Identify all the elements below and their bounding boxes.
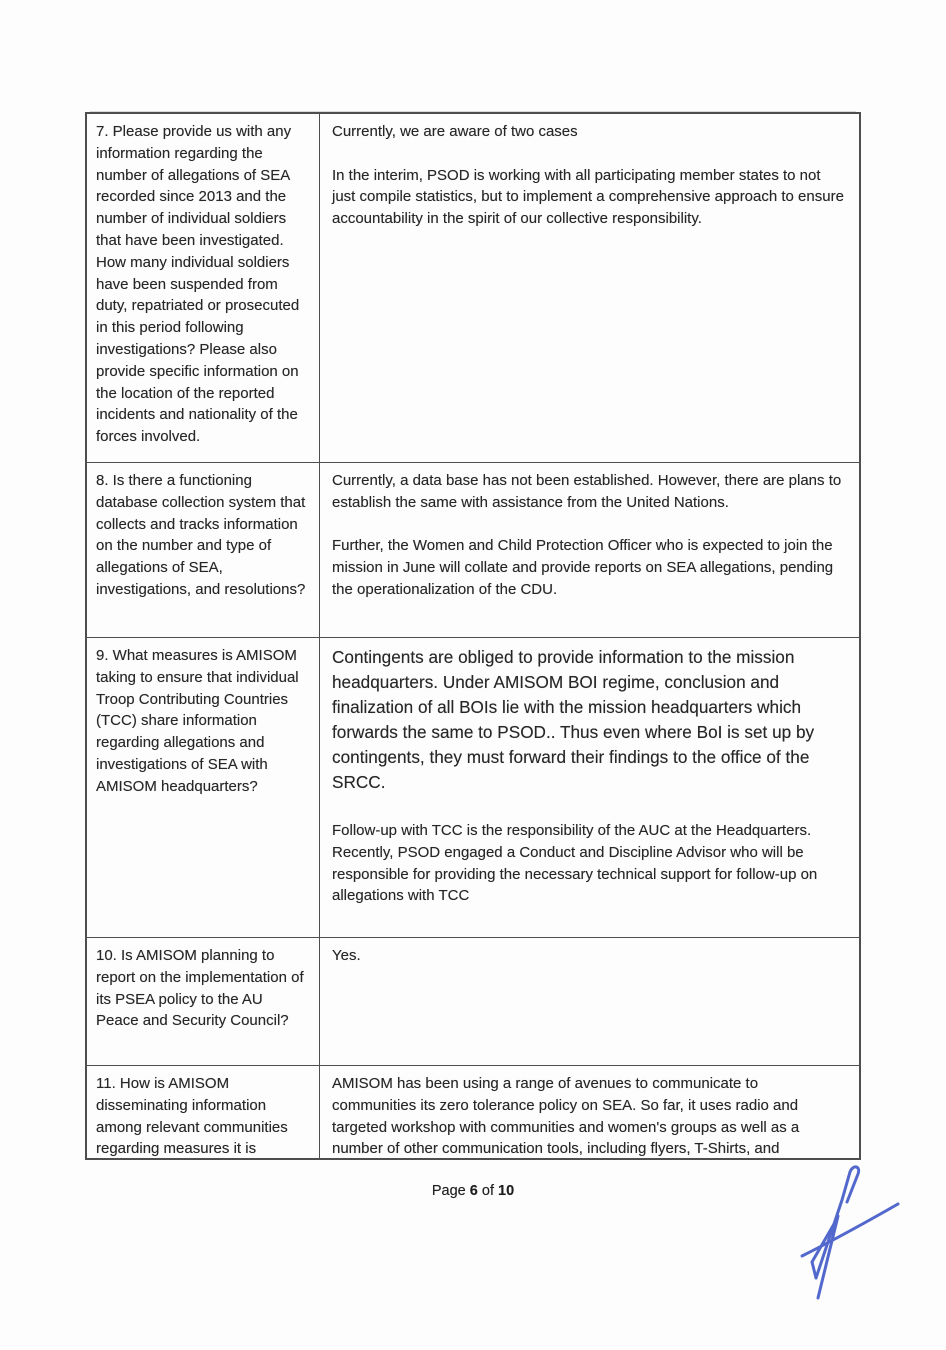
- question-cell: 9. What measures is AMISOM taking to ensure that individual Troop Contributing Countries (TCC) share information regarding allegations and investigations of SEA with AMISOM headquarters?: [87, 638, 320, 937]
- answer-paragraph: Further, the Women and Child Protection Officer who is expected to join the mission in June will collate and provide reports on SEA allegations, pending the operationalization of the CDU.: [332, 537, 834, 598]
- answer-paragraph: Follow-up with TCC is the responsibility of the AUC at the Headquarters. Recently, PSOD engaged a Conduct and Discipline Advisor who will be responsible for providing the necessary technical support for follow-up on allegations with TCC: [332, 822, 818, 905]
- answer-paragraph: In the interim, PSOD is working with all participating member states to not just compile statistics, but to implement a comprehensive approach to ensure accountability in the spirit of our collective responsibility.: [332, 166, 844, 228]
- footer-prefix: Page: [431, 1183, 466, 1199]
- handwritten-signature-initial: [792, 1158, 922, 1318]
- table-row: [87, 938, 859, 1066]
- question-cell: 10. Is AMISOM planning to report on the implementation of its PSEA policy to the AU Peace and Security Council?: [87, 938, 320, 1065]
- table-row: [87, 1066, 859, 1158]
- answer-cell: [320, 114, 859, 462]
- answer-cell: [320, 938, 859, 1065]
- answer-paragraph: Currently, we are aware of two cases: [332, 123, 578, 140]
- answer-paragraph: Yes.: [332, 947, 361, 964]
- table-row: [87, 114, 859, 463]
- answer-cell: [320, 463, 859, 637]
- answer-paragraph: Contingents are obliged to provide information to the mission headquarters. Under AMISOM BOI regime, conclusion and finalization of all BOIs lie with the mission headquarters which forwards the same to PSOD.. Thus even where BoI is set up by contingents, they must forward their findings to the office of the SRCC.: [332, 647, 815, 792]
- question-cell: 7. Please provide us with any information regarding the number of allegations of SEA recorded since 2013 and the number of individual soldiers that have been investigated. How many individual soldiers have been suspended from duty, repatriated or prosecuted in this period following investigations? Please also provide specific information on the location of the reported incidents and nationality of the forces involved.: [87, 114, 320, 462]
- footer-page-number: 6: [469, 1183, 478, 1199]
- question-cell: 8. Is there a functioning database collection system that collects and tracks information on the number and type of allegations of SEA, investigations, and resolutions?: [87, 463, 320, 637]
- footer-mid: of: [481, 1183, 494, 1199]
- answer-cell: [320, 638, 859, 937]
- answer-paragraph: AMISOM has been using a range of avenues to communicate to communities its zero tolerance policy on SEA. So far, it uses radio and targeted workshop with communities and women's groups as well as a number of other communication tools, including flyers, T-Shirts, and: [332, 1075, 800, 1158]
- table-row: [87, 463, 859, 638]
- footer-page-total: 10: [498, 1183, 515, 1199]
- answer-cell: [320, 1066, 859, 1158]
- answer-paragraph: Currently, a data base has not been established. However, there are plans to establish the same with assistance from the United Nations.: [332, 472, 842, 511]
- question-answer-table: [85, 112, 861, 1160]
- question-cell: 11. How is AMISOM disseminating information among relevant communities regarding measures it is: [87, 1066, 320, 1158]
- table-row: [87, 638, 859, 938]
